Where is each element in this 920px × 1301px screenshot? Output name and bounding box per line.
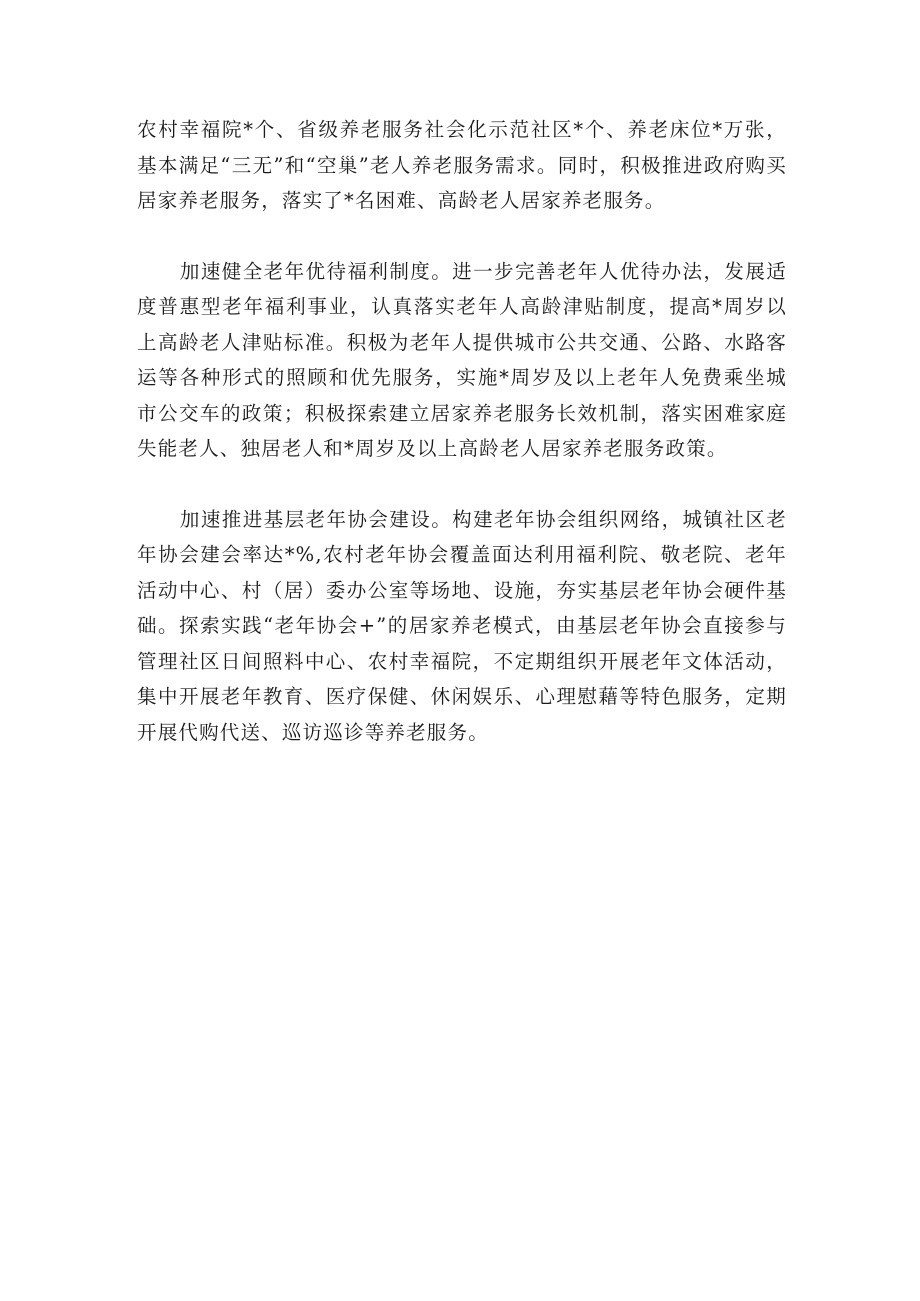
paragraph-elderly-welfare-system: 加速健全老年优待福利制度。进一步完善老年人优待办法，发展适度普惠型老年福利事业，认真落实老年人高龄津贴制度，提高*周岁以上高龄老人津贴标准。积极为老年人提供城市公共交通、公路、水路客运等各种形式的照顾和优先服务，实施*周岁及以上老年人免费乘坐城市公交车的政策；积极探索建立居家养老服务长效机制，落实困难家庭失能老人、独居老人和*周岁及以上高龄老人居家养老服务政策。 (137, 259, 787, 460)
paragraph-elderly-services-capacity: 农村幸福院*个、省级养老服务社会化示范社区*个、养老床位*万张，基本满足“三无”和“空巢”老人养老服务需求。同时，积极推进政府购买居家养老服务，落实了*名困难、高龄老人居家养老服务。 (137, 118, 787, 212)
document-body (137, 112, 787, 785)
paragraph-elderly-association-building: 加速推进基层老年协会建设。构建老年协会组织网络，城镇社区老年协会建会率达*%,农村老年协会覆盖面达利用福利院、敬老院、老年活动中心、村（居）委办公室等场地、设施，夯实基层老年协会硬件基础。探索实践“老年协会+”的居家养老模式，由基层老年协会直接参与管理社区日间照料中心、农村幸福院，不定期组织开展老年文体活动，集中开展老年教育、医疗保健、休闲娱乐、心理慰藉等特色服务，定期开展代购代送、巡访巡诊等养老服务。 (137, 507, 787, 744)
